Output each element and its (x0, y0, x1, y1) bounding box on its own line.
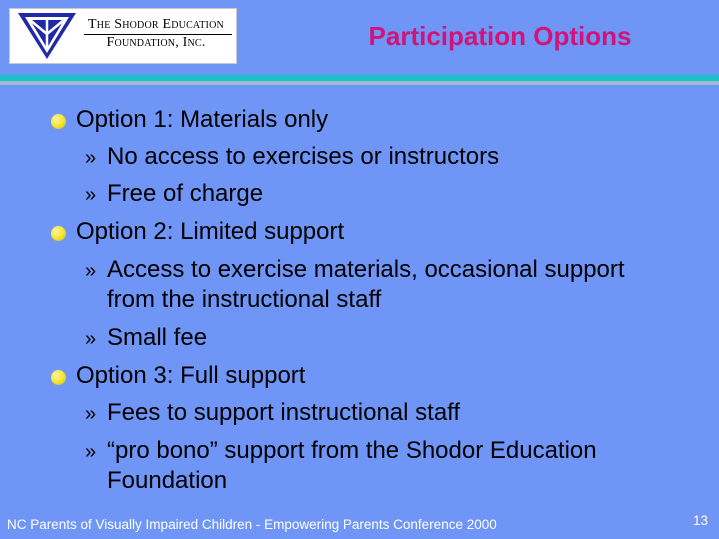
option-2-subitem-1-line-2: from the instructional staff (107, 286, 382, 313)
bullet-icon (51, 226, 66, 241)
title-divider-shadow (0, 81, 719, 85)
logo (9, 8, 237, 64)
sub-bullet-icon: » (85, 403, 97, 425)
option-3-subitem-1: Fees to support instructional staff (107, 399, 461, 426)
bullet-icon (51, 370, 66, 385)
logo-line-1: The Shodor Education (88, 17, 224, 32)
option-3-subitem-2-line-1: “pro bono” support from the Shodor Education (107, 437, 597, 464)
option-3-label: Option 3: Full support (76, 362, 306, 389)
option-1-subitem-1: No access to exercises or instructors (107, 143, 500, 170)
bullet-icon (51, 114, 66, 129)
logo-line-2: Foundation, Inc. (106, 35, 206, 50)
slide-footer: NC Parents of Visually Impaired Children - Empowering Parents Conference 2000 (7, 517, 497, 532)
option-1-label: Option 1: Materials only (76, 106, 329, 133)
option-2-label: Option 2: Limited support (76, 218, 345, 245)
sub-bullet-icon: » (85, 260, 97, 282)
sub-bullet-icon: » (85, 328, 97, 350)
option-2-subitem-2: Small fee (107, 324, 208, 351)
page-number: 13 (692, 513, 708, 528)
sub-bullet-icon: » (85, 441, 97, 463)
option-1-subitem-2: Free of charge (107, 180, 264, 207)
sub-bullet-icon: » (85, 184, 97, 206)
option-2-subitem-1-line-1: Access to exercise materials, occasional support (107, 256, 625, 283)
option-3-subitem-2-line-2: Foundation (107, 467, 228, 494)
shodor-logo-icon (16, 11, 78, 61)
sub-bullet-icon: » (85, 147, 97, 169)
slide-title: Participation Options (368, 21, 632, 51)
